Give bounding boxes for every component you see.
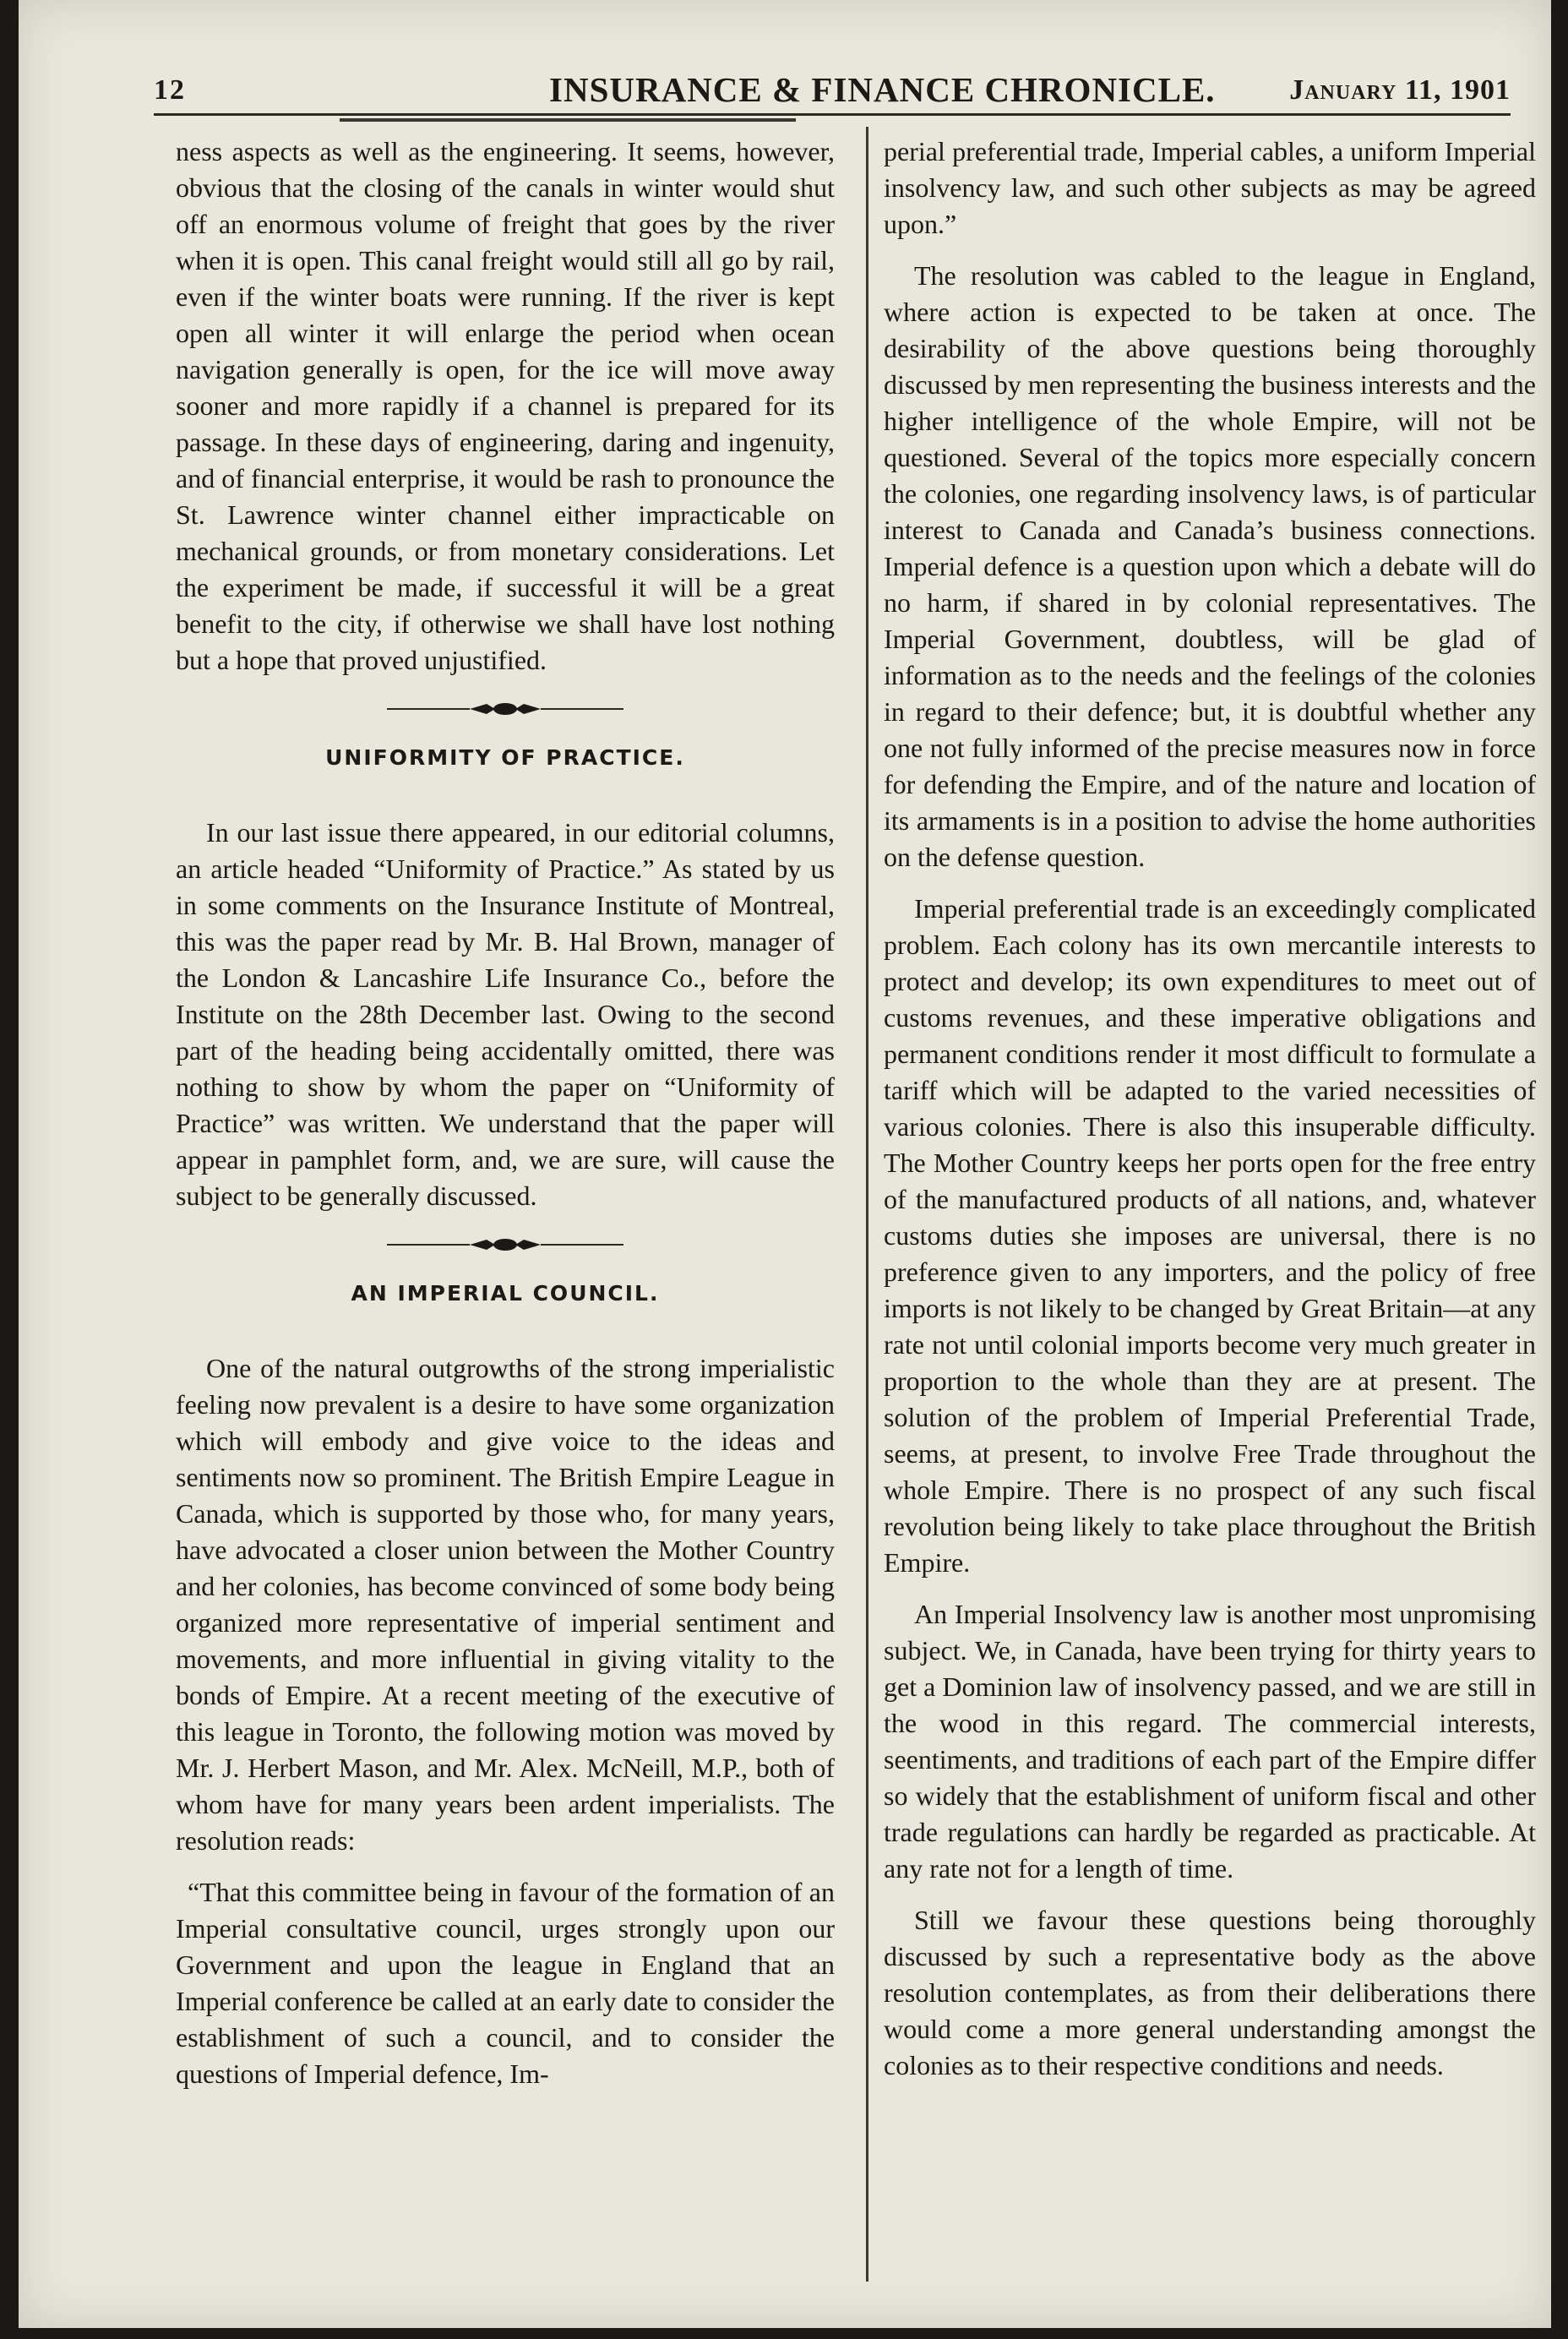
resolution-quote-start: “That this committee being in favour of the formation of an Imperial consultative council, urges strongly upon our Government and upon the league in England that an Imperial conference be called at an early date to consider the establishment of such a council, and to consider the questions of Imperial defence, Im- <box>176 1877 835 2089</box>
imperial-council-heading: AN IMPERIAL COUNCIL. <box>351 1281 660 1306</box>
left-column <box>176 134 835 2107</box>
imperial-council-intro-text: One of the natural outgrowths of the strong imperialistic feeling now prevalent is a desire to have some organization which will embody and give voice to the ideas and sentiments now so prominent. The British Empire League in Canada, which is supported by those who, for many years, have advocated a closer union between the Mother Country and her colonies, has become convinced of some body being organized more representative of imperial sentiment and movements, and more influential in giving vitality to the bonds of Empire. At a recent meeting of the executive of this league in Toronto, the following motion was moved by Mr. J. Herbert Mason, and Mr. Alex. McNeill, M.P., both of whom have for many years been ardent imperialists. The resolution reads: <box>176 1353 835 1856</box>
article-paragraph: An Imperial Insolvency law is another most unpromising subject. We, in Canada, have been trying for thirty years to get a Dominion law of insolvency passed, and we are still in the wood in this regard. The commercial interests, seentiments, and traditions of each part of the Empire differ so widely that the establishment of uniform fiscal and other trade regulations can hardly be regarded as practicable. At any rate not for a length of time. <box>884 1599 1536 1884</box>
section-divider-ornament <box>387 1236 623 1253</box>
uniformity-heading: UNIFORMITY OF PRACTICE. <box>325 745 685 770</box>
resolution-quote-end: perial preferential trade, Imperial cables, a uniform Imperial insolvency law, and such other subjects as may be agreed upon.” <box>884 136 1536 239</box>
newspaper-page <box>19 0 1551 2328</box>
header-rule <box>154 113 1511 116</box>
column-divider <box>866 127 868 2282</box>
section-divider-ornament <box>387 701 623 717</box>
page-header <box>154 66 1511 117</box>
continued-article-text: ness aspects as well as the engineering. It seems, however, obvious that the closing of the canals in winter would shut off an enormous volume of freight that goes by the river when it is open. This canal freight would still all go by rail, even if the winter boats were running. If the river is kept open all winter it will enlarge the period when ocean navigation generally is open, for the ice will move away sooner and more rapidly if a channel is prepared for its passage. In these days of engineering, daring and ingenuity, and of financial enterprise, it would be rash to pronounce the St. Lawrence winter channel either impracticable on mechanical grounds, or from monetary considerations. Let the experiment be made, if successful it will be a great benefit to the city, if otherwise we shall have lost nothing but a hope that proved unjustified. <box>176 136 835 675</box>
article-paragraph: Still we favour these questions being thoroughly discussed by such a representative body as the above resolution contemplates, as from their deliberations there would come a more general understanding amongst the colonies as to their respective conditions and needs. <box>884 1905 1536 2080</box>
issue-date: January 11, 1901 <box>1289 74 1511 106</box>
publication-title: INSURANCE & FINANCE CHRONICLE. <box>549 70 1216 109</box>
uniformity-article-text: In our last issue there appeared, in our editorial columns, an article headed “Uniformity of Practice.” As stated by us in some comments on the Insurance Institute of Montreal, this was the paper read by Mr. B. Hal Brown, manager of the London & Lancashire Life Insurance Co., before the Institute on the 28th December last. Owing to the second part of the heading being accidentally omitted, there was nothing to show by whom the paper on “Uniformity of Practice” was written. We understand that the paper will appear in pamphlet form, and, we are sure, will cause the subject to be generally discussed. <box>176 817 835 1211</box>
right-column <box>884 134 1536 2099</box>
header-rule-accent <box>340 118 796 122</box>
article-paragraph: The resolution was cabled to the league in England, where action is expected to be taken at once. The desirability of the above questions being thoroughly discussed by men representing the business interests and the higher intelligence of the whole Empire, will not be questioned. Several of the topics more especially concern the colonies, one regarding insolvency laws, is of particular interest to Canada and Canada’s business connections. Imperial defence is a question upon which a debate will do no harm, if shared in by colonial representatives. The Imperial Government, doubtless, will be glad of information as to the needs and the feelings of the colonies in regard to their defence; but, it is doubtful whether any one not fully informed of the precise measures now in force for defending the Empire, and of the nature and location of its armaments is in a position to advise the home authorities on the defense question. <box>884 260 1536 872</box>
page-number: 12 <box>154 74 186 106</box>
article-paragraph: Imperial preferential trade is an exceedingly complicated problem. Each colony has its own mercantile interests to protect and develop; its own expenditures to meet out of customs revenues, and these imperative obligations and permanent conditions render it most difficult to formulate a tariff which will be adapted to the varied necessities of various colonies. There is also this insuperable difficulty. The Mother Country keeps her ports open for the free entry of the manufactured products of all nations, and, whatever customs duties she imposes are universal, there is no preference given to any importers, and the policy of free imports is not likely to be changed by Great Britain—at any rate not until colonial imports become very much greater in proportion to the whole than they are at present. The solution of the problem of Imperial Preferential Trade, seems, at present, to involve Free Trade throughout the whole Empire. There is no prospect of any such fiscal revolution being likely to take place throughout the British Empire. <box>884 893 1536 1578</box>
